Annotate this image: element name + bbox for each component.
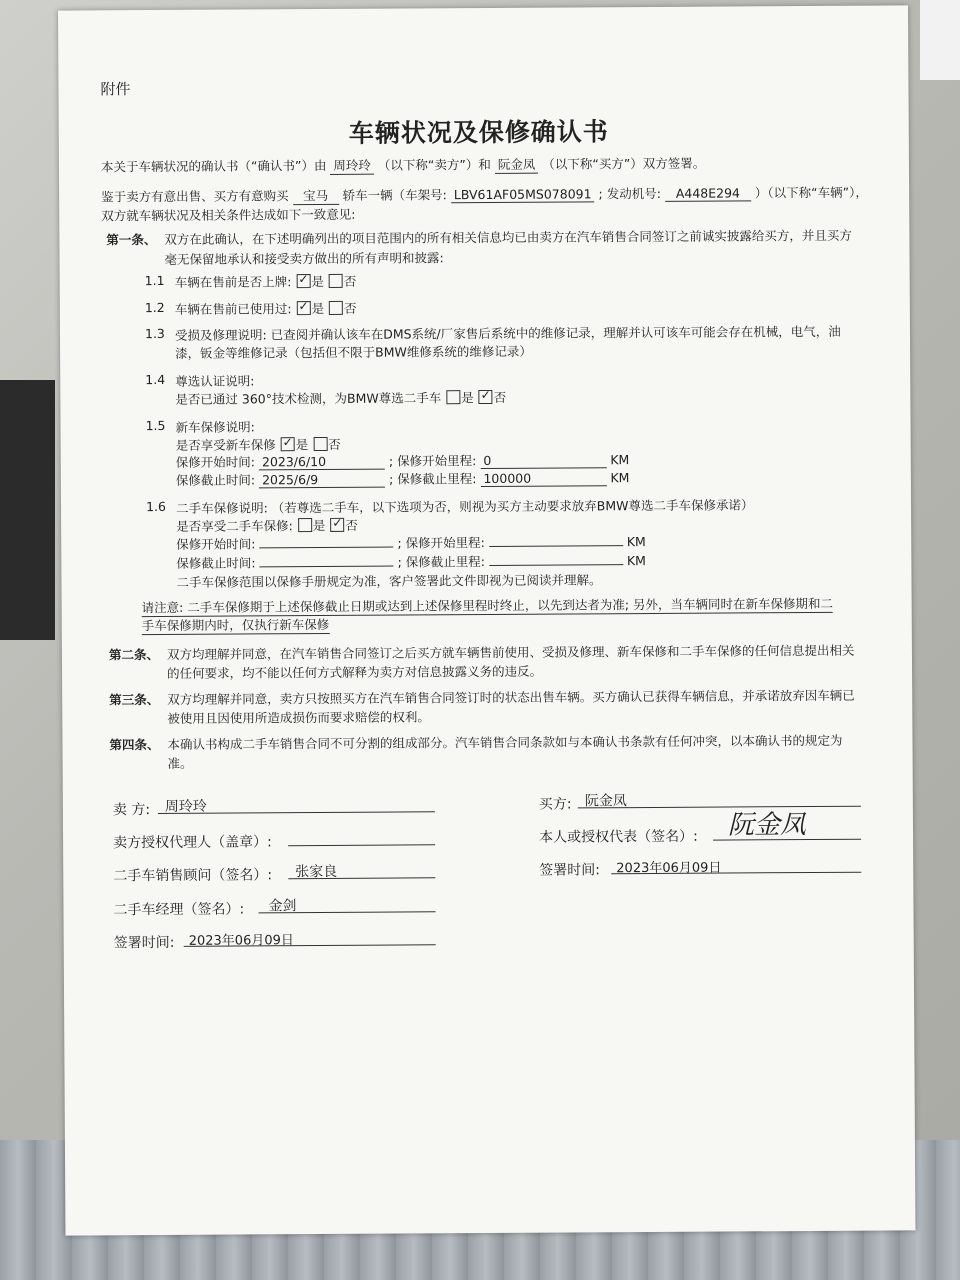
document-page xyxy=(58,5,915,1235)
no-checkbox[interactable] xyxy=(329,301,343,315)
document-title: 车辆状况及保修确认书 xyxy=(348,117,609,148)
used-start-mileage-field[interactable] xyxy=(489,545,623,547)
manager-value: 金剑 xyxy=(268,898,297,915)
seller-value: 周玲玲 xyxy=(164,798,207,815)
used-start-time-field[interactable] xyxy=(259,547,393,549)
warranty-scope-note: 二手车保修范围以保修手册规定为准，客户签署此文件即视为已阅读并理解。 xyxy=(176,572,602,590)
intro-text: （以下称“卖方”）和 xyxy=(377,156,491,173)
km-unit: KM xyxy=(626,553,646,569)
no-checkbox[interactable] xyxy=(313,437,327,451)
no-checkbox[interactable] xyxy=(330,518,344,532)
background-corner xyxy=(920,0,960,80)
buyer-value: 阮金凤 xyxy=(584,793,627,810)
seller-agent-line xyxy=(288,844,435,846)
item-1-5-title: 新车保修说明: xyxy=(175,419,255,435)
item-1-6-title: 二手车保修说明: （若尊选二手车，以下选项为否，则视为买方主动要求放弃BMW尊选二手车保修承诺） xyxy=(176,497,754,516)
start-mileage-label: ; 保修开始里程: xyxy=(397,534,485,551)
used-end-time-field[interactable] xyxy=(260,566,394,568)
item-1-3-line-2: 漆，钣金等维修记录（包括但不限于BMW维修系统的维修记录） xyxy=(175,343,532,361)
item-1-1 xyxy=(175,272,357,291)
new-end-time-field: 2025/6/9 xyxy=(259,472,385,489)
buyer-name-field: 阮金凤 xyxy=(495,155,539,174)
engine-no-field: A448E294 xyxy=(665,185,751,202)
article-3-label: 第三条、 xyxy=(109,691,160,708)
background-dark-object xyxy=(0,380,55,640)
intro-text: ）（以下称“车辆”）， xyxy=(754,184,868,201)
yes-label: 是 xyxy=(311,300,325,317)
buyer-label: 买方: xyxy=(538,796,572,813)
end-mileage-label: ; 保修截止里程: xyxy=(389,471,477,487)
no-checkbox[interactable] xyxy=(479,390,493,404)
yes-checkbox[interactable] xyxy=(296,301,310,315)
item-1-4 xyxy=(175,388,506,408)
yes-checkbox[interactable] xyxy=(296,274,310,288)
start-time-label: 保修开始时间: xyxy=(176,536,256,552)
used-end-mileage-field[interactable] xyxy=(489,564,623,566)
new-warranty-end-row xyxy=(176,468,630,489)
no-label: 否 xyxy=(328,436,341,452)
item-text: 是否已通过 360°技术检测，为BMW尊选二手车 xyxy=(175,390,442,407)
yes-label: 是 xyxy=(461,390,474,406)
manager-label: 二手车经理（签名）: xyxy=(113,901,245,919)
article-4-line-1: 本确认书构成二手车销售合同不可分割的组成部分。汽车销售合同条款如与本确认书条款有任何冲突，以本确认书的规定为 xyxy=(167,732,843,752)
advisor-label: 二手车销售顾问（签名）: xyxy=(113,867,273,885)
intro-text: 鉴于卖方有意出售、买方有意购买 xyxy=(101,188,289,205)
no-label: 否 xyxy=(343,273,357,289)
no-label: 否 xyxy=(343,300,357,316)
buyer-date-value: 2023年06月09日 xyxy=(616,860,722,877)
seller-agent-label: 卖方授权代理人（盖章）: xyxy=(113,834,272,852)
no-checkbox[interactable] xyxy=(329,274,343,288)
yes-label: 是 xyxy=(312,517,326,534)
advisor-value: 张家良 xyxy=(295,863,338,881)
end-time-label: 保修截止时间: xyxy=(175,472,256,488)
used-warranty-start-row xyxy=(176,532,646,553)
intro-line-1 xyxy=(101,154,705,177)
item-1-2-number: 1.2 xyxy=(144,299,165,316)
seller-name-field: 周玲玲 xyxy=(330,156,374,175)
intro-text: 本关于车辆状况的确认书（“确认书”）由 xyxy=(100,157,327,175)
item-text: 是否享受二手车保修: xyxy=(176,518,293,534)
article-2-line-2: 的任何要求，均不能以任何方式解释为卖方对信息披露义务的违反。 xyxy=(167,663,543,681)
article-3-line-1: 双方均理解并同意，卖方只按照买方在汽车销售合同签订时的状态出售车辆。买方确认已获得车辆信息，并承诺放弃因车辆已 xyxy=(167,687,855,707)
item-1-6 xyxy=(176,516,358,535)
seller-label: 卖 方: xyxy=(112,802,151,819)
yes-checkbox[interactable] xyxy=(298,518,312,532)
km-unit: KM xyxy=(626,534,646,550)
item-1-4-number: 1.4 xyxy=(145,371,166,388)
article-3-line-2: 被使用且因使用所造成损伤而要求赔偿的权利。 xyxy=(167,709,430,726)
intro-text: ; 发动机号: xyxy=(598,185,661,202)
attachment-label: 附件 xyxy=(100,80,131,99)
item-1-2 xyxy=(175,299,357,318)
article-4-label: 第四条、 xyxy=(109,736,160,753)
intro-text: 轿车一辆（车架号: xyxy=(342,187,447,203)
article-1-label: 第一条、 xyxy=(106,231,157,248)
buyer-date-label: 签署时间: xyxy=(539,862,601,879)
article-1-line-1: 双方在此确认，在下述明确列出的项目范围内的所有相关信息均已由卖方在汽车销售合同签订之前诚实披露给买方，并且买方 xyxy=(164,227,852,247)
item-text: 是否享受新车保修 xyxy=(175,437,276,453)
article-1-line-2: 毫无保留地承认和接受卖方做出的所有声明和披露: xyxy=(164,250,444,267)
end-time-label: 保修截止时间: xyxy=(176,555,256,571)
vin-field: LBV61AF05MS078091 xyxy=(451,186,595,203)
article-2-label: 第二条、 xyxy=(108,646,160,663)
new-start-mileage-field: 0 xyxy=(480,452,606,469)
no-label: 否 xyxy=(493,389,507,405)
item-1-5-number: 1.5 xyxy=(145,417,166,434)
item-1-1-number: 1.1 xyxy=(144,272,165,289)
item-1-3-number: 1.3 xyxy=(144,325,165,342)
new-start-time-field: 2023/6/10 xyxy=(259,454,385,471)
km-unit: KM xyxy=(610,470,630,486)
seller-date-value: 2023年06月09日 xyxy=(188,933,294,949)
item-text: 车辆在售前已使用过: xyxy=(174,301,292,317)
notice-line-1: 请注意: 二手车保修期于上述保修截止日期或达到上述保修里程时终止，以先到达者为准; 另外，当车辆同时在新车保修期和二 xyxy=(141,595,834,616)
article-4-line-2: 准。 xyxy=(167,755,193,771)
article-2-line-1: 双方均理解并同意，在汽车销售合同签订之后买方就车辆售前使用、受损及修理、新车保修和二手车保修的任何信息提出相关 xyxy=(166,642,855,662)
km-unit: KM xyxy=(610,452,630,468)
no-label: 否 xyxy=(345,517,358,533)
item-1-4-title: 尊选认证说明: xyxy=(175,373,255,389)
item-1-6-number: 1.6 xyxy=(145,498,166,515)
start-mileage-label: ; 保修开始里程: xyxy=(388,453,477,469)
intro-line-2 xyxy=(101,183,868,207)
new-end-mileage-field: 100000 xyxy=(480,470,606,487)
used-warranty-end-row xyxy=(176,551,646,572)
yes-label: 是 xyxy=(311,273,324,290)
buyer-signature: 阮金凤 xyxy=(727,810,807,841)
yes-label: 是 xyxy=(295,437,309,453)
intro-text: （以下称“买方”）双方签署。 xyxy=(542,155,706,172)
item-1-3-line-1: 受损及修理说明: 已查阅并确认该车在DMS系统/厂家售后系统中的维修记录，理解并认可该车可能会存在机械，电气，油 xyxy=(174,323,841,343)
yes-checkbox[interactable] xyxy=(446,390,460,404)
item-text: 车辆在售前是否上牌: xyxy=(174,274,292,290)
notice-line-2: 手车保修期内时，仅执行新车保修 xyxy=(141,616,330,634)
yes-checkbox[interactable] xyxy=(281,437,295,451)
seller-date-label: 签署时间: xyxy=(113,934,175,952)
brand-field: 宝马 xyxy=(293,186,339,205)
start-time-label: 保修开始时间: xyxy=(175,454,256,470)
buyer-rep-label: 本人或授权代表（签名）: xyxy=(539,828,698,846)
intro-line-3: 双方就车辆状况及相关条件达成如下一致意见: xyxy=(101,206,356,224)
end-mileage-label: ; 保修截止里程: xyxy=(397,553,486,570)
